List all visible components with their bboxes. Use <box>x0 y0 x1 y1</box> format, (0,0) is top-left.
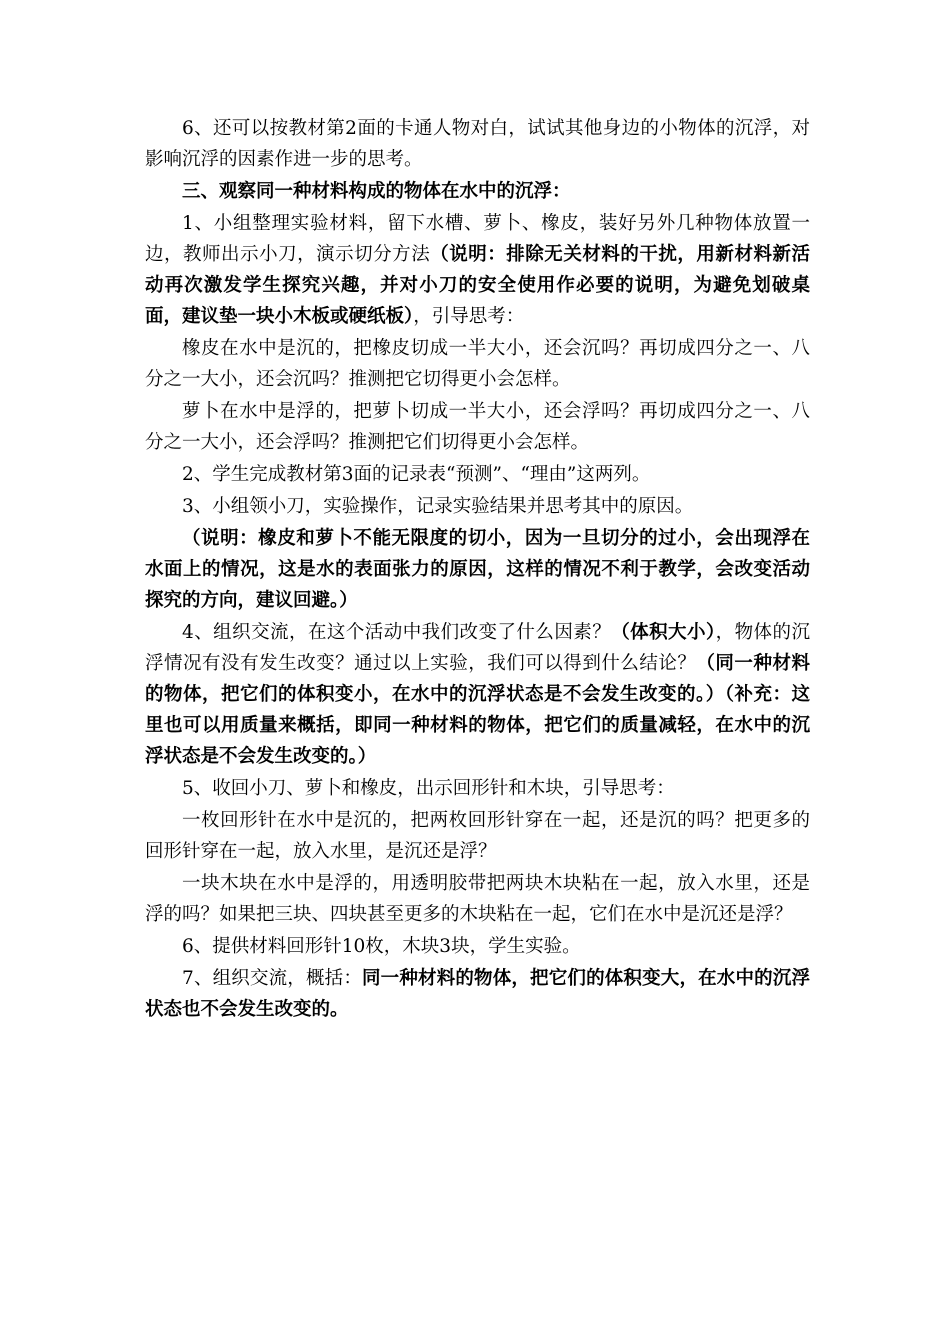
paragraph-text: ，引导思考： <box>413 306 525 327</box>
note-text: （说明：排除无关材料的干扰，用新材料新活动再次激发学生探究兴趣，并对小刀的安全使用作必要的说明，为避免划破桌面，建议垫一块小木板或硬纸板） <box>145 244 810 327</box>
paragraph-text: 4、组织交流，在这个活动中我们改变了什么因素？ <box>182 622 612 643</box>
paragraph-step-2 <box>145 459 810 490</box>
paragraph-note-tension <box>145 523 810 616</box>
section-heading-text: 三、观察同一种材料构成的物体在水中的沉浮： <box>182 181 571 202</box>
paragraph-text: 1、小组整理实验材料，留下水槽、萝卜、橡皮，装好另外几种物体放置一边，教师出示小刀，演示切分方法 <box>145 213 810 265</box>
paragraph-text: 3、小组领小刀，实验操作，记录实验结果并思考其中的原因。 <box>182 496 694 517</box>
paragraph-step-4 <box>145 617 810 772</box>
paragraph-text: 5、收回小刀、萝卜和橡皮，出示回形针和木块，引导思考： <box>182 778 675 799</box>
paragraph-text: 6、提供材料回形针10枚，木块3块，学生实验。 <box>182 936 581 957</box>
paragraph-step-3 <box>145 491 810 522</box>
paragraph-text: 橡皮在水中是沉的，把橡皮切成一半大小，还会沉吗？再切成四分之一、八分之一大小，还会沉吗？推测把它切得更小会怎样。 <box>145 338 810 390</box>
conclusion-text: （同一种材料的物体，把它们的体积变小，在水中的沉浮状态是不会发生改变的。） <box>145 653 810 705</box>
conclusion-text: 同一种材料的物体，把它们的体积变大，在水中的沉浮状态也不会发生改变的。 <box>145 968 810 1020</box>
note-text: （说明：橡皮和萝卜不能无限度的切小，因为一旦切分的过小，会出现浮在水面上的情况，这是水的表面张力的原因，这样的情况不利于教学，会改变活动探究的方向，建议回避。） <box>145 528 810 611</box>
paragraph-text: 6、还可以按教材第2面的卡通人物对白，试试其他身边的小物体的沉浮，对影响沉浮的因素作进一步的思考。 <box>145 118 810 170</box>
paragraph-text: 一块木块在水中是浮的，用透明胶带把两块木块粘在一起，放入水里，还是浮的吗？如果把三块、四块甚至更多的木块粘在一起，它们在水中是沉还是浮？ <box>145 873 810 925</box>
paragraph-eraser-question <box>145 333 810 395</box>
supplement-text: （补充：这里也可以用质量来概括，即同一种材料的物体，把它们的质量减轻，在水中的沉浮状态是不会发生改变的。） <box>145 684 810 767</box>
paragraph-text: ，物体的沉浮情况有没有发生改变？通过以上实验，我们可以得到什么结论？ <box>145 622 810 674</box>
paragraph-text: 7、组织交流，概括： <box>182 968 362 989</box>
paragraph-step-6 <box>145 931 810 962</box>
paragraph-item-6 <box>145 113 810 175</box>
paragraph-text: 萝卜在水中是浮的，把萝卜切成一半大小，还会浮吗？再切成四分之一、八分之一大小，还会浮吗？推测把它们切得更小会怎样。 <box>145 401 810 453</box>
paragraph-text: 一枚回形针在水中是沉的，把两枚回形针穿在一起，还是沉的吗？把更多的回形针穿在一起，放入水里，是沉还是浮？ <box>145 810 810 862</box>
paragraph-step-7 <box>145 963 810 1025</box>
paragraph-radish-question <box>145 396 810 458</box>
paragraph-paperclip-question <box>145 805 810 867</box>
paragraph-wood-question <box>145 868 810 930</box>
paragraph-step-5 <box>145 773 810 804</box>
document-page <box>145 113 810 1026</box>
paragraph-text: 2、学生完成教材第3面的记录表“预测”、“理由”这两列。 <box>182 464 651 485</box>
section-heading-3 <box>145 176 810 207</box>
answer-text: （体积大小） <box>611 622 716 643</box>
paragraph-step-1 <box>145 208 810 332</box>
